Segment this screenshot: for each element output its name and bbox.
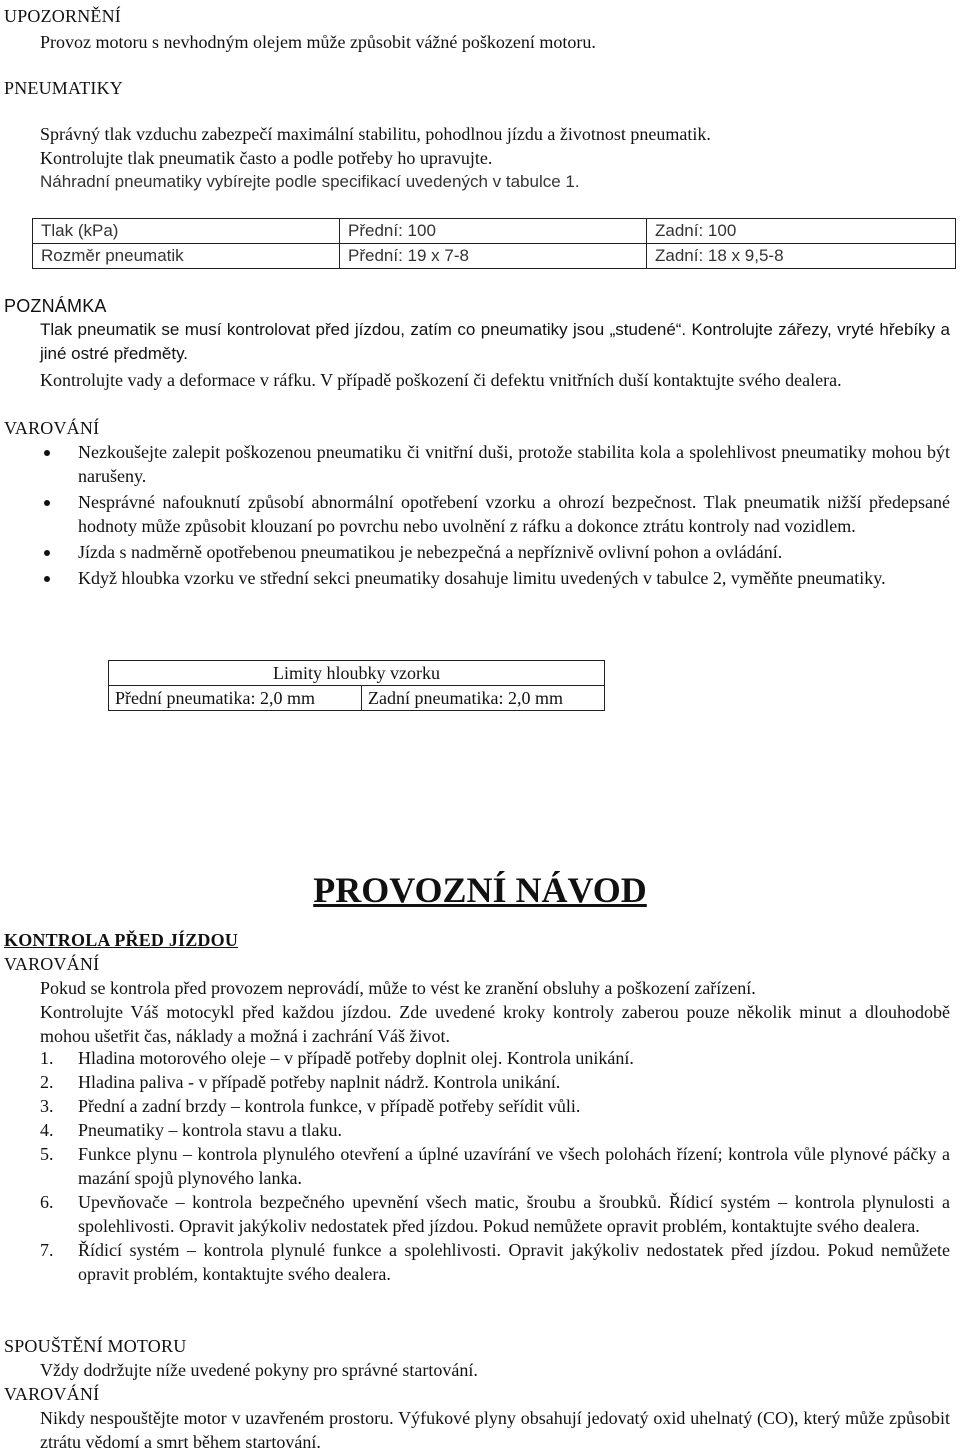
kontrola-warning-heading: VAROVÁNÍ — [4, 954, 100, 974]
list-item — [40, 1070, 950, 1094]
pneumatiky-line-2: Kontrolujte tlak pneumatik často a podle potřeby ho upravujte. — [40, 148, 493, 168]
list-item — [40, 1046, 950, 1070]
bullet-icon — [44, 500, 50, 506]
table-cell: Přední: 19 x 7-8 — [340, 244, 647, 269]
tire-spec-table — [32, 218, 956, 269]
list-item-text: Nezkoušejte zalepit poškozenou pneumatiku či vnitřní duši, protože stabilita kola a spolehlivost pneumatiky mohou být narušeny. — [78, 442, 950, 486]
pneumatiky-heading: PNEUMATIKY — [4, 78, 123, 98]
pneumatiky-line-1: Správný tlak vzduchu zabezpečí maximální stabilitu, pohodlnou jízdu a životnost pneumatik. — [40, 124, 711, 144]
list-item — [40, 1142, 950, 1190]
list-item — [40, 566, 950, 590]
poznamka-heading: POZNÁMKA — [4, 296, 107, 316]
manual-title-text: PROVOZNÍ NÁVOD — [313, 870, 647, 910]
list-item — [40, 1094, 950, 1118]
list-item-text: Když hloubka vzorku ve střední sekci pneumatiky dosahuje limitu uvedených v tabulce 2, vyměňte pneumatiky. — [78, 568, 886, 588]
spousteni-warning-heading: VAROVÁNÍ — [4, 1384, 100, 1404]
upozorneni-text: Provoz motoru s nevhodným olejem může způsobit vážné poškození motoru. — [40, 32, 596, 52]
step-text: Funkce plynu – kontrola plynulého otevření a úplné uzavírání ve všech polohách řízení; kontrola vůle plynové páčky a mazání spojů plynového lanka. — [78, 1144, 950, 1188]
tread-depth-table — [108, 660, 605, 711]
kontrola-intro: Kontrolujte Váš motocykl před každou jízdou. Zde uvedené kroky kontroly zaberou pouze několik minut a dlouhodobě mohou ušetřit čas, náklady a možná i zachrání Váš život. — [40, 1002, 950, 1046]
bullet-icon — [44, 450, 50, 456]
bullet-icon — [44, 576, 50, 582]
pneumatiky-line-3: Náhradní pneumatiky vybírejte podle specifikací uvedených v tabulce 1. — [40, 172, 580, 191]
step-number: 3. — [40, 1096, 54, 1116]
bullet-icon — [44, 550, 50, 556]
varovani-heading: VAROVÁNÍ — [4, 418, 100, 438]
manual-title — [0, 870, 960, 910]
check-steps-list — [40, 1046, 950, 1286]
step-text: Hladina motorového oleje – v případě potřeby doplnit olej. Kontrola unikání. — [78, 1048, 634, 1068]
list-item — [40, 490, 950, 538]
table-row — [109, 686, 605, 711]
step-number: 2. — [40, 1072, 54, 1092]
kontrola-heading: KONTROLA PŘED JÍZDOU — [4, 930, 239, 950]
list-item — [40, 1118, 950, 1142]
step-number: 7. — [40, 1240, 54, 1260]
step-text: Upevňovače – kontrola bezpečného upevnění všech matic, šroubu a šroubků. Řídicí systém – kontrola plynulosti a spolehlivosti. Opravit jakýkoliv nedostatek před jízdou. Pokud nemůžete opravit problém, kontaktujte svého dealera. — [78, 1192, 950, 1236]
step-text: Hladina paliva - v případě potřeby naplnit nádrž. Kontrola unikání. — [78, 1072, 561, 1092]
table-header-cell: Limity hloubky vzorku — [109, 661, 605, 686]
poznamka-text-1: Tlak pneumatik se musí kontrolovat před jízdou, zatím co pneumatiky jsou „studené“. Kontrolujte zářezy, vryté hřebíky a jiné ostré předměty. — [40, 320, 950, 363]
table-cell: Tlak (kPa) — [33, 219, 340, 244]
step-number: 5. — [40, 1144, 54, 1164]
upozorneni-heading: UPOZORNĚNÍ — [4, 6, 121, 26]
table-row — [33, 219, 956, 244]
table-row — [33, 244, 956, 269]
table-cell: Zadní pneumatika: 2,0 mm — [362, 686, 605, 711]
spousteni-warning-text: Nikdy nespouštějte motor v uzavřeném prostoru. Výfukové plyny obsahují jedovatý oxid uhelnatý (CO), který může způsobit ztrátu vědomí a smrt během startování. — [40, 1408, 950, 1452]
step-number: 1. — [40, 1048, 54, 1068]
warning-list — [40, 440, 950, 592]
table-row — [109, 661, 605, 686]
kontrola-warning-text: Pokud se kontrola před provozem neprovádí, může to vést ke zranění obsluhy a poškození zařízení. — [40, 978, 756, 998]
step-number: 4. — [40, 1120, 54, 1140]
list-item-text: Nesprávné nafouknutí způsobí abnormální opotřebení vzorku a ohrozí bezpečnost. Tlak pneumatik nižší předepsané hodnoty může způsobit klouzaní po povrchu nebo uvolnění z ráfku a dokonce ztrátu kontroly nad vozidlem. — [78, 492, 950, 536]
list-item — [40, 440, 950, 488]
table-cell: Přední: 100 — [340, 219, 647, 244]
step-text: Přední a zadní brzdy – kontrola funkce, v případě potřeby seřídit vůli. — [78, 1096, 581, 1116]
list-item — [40, 1238, 950, 1286]
spousteni-text: Vždy dodržujte níže uvedené pokyny pro správné startování. — [40, 1360, 478, 1380]
table-cell: Zadní: 18 x 9,5-8 — [647, 244, 956, 269]
step-number: 6. — [40, 1192, 54, 1212]
table-cell: Zadní: 100 — [647, 219, 956, 244]
poznamka-text-2: Kontrolujte vady a deformace v ráfku. V případě poškození či defektu vnitřních duší kontaktujte svého dealera. — [40, 370, 842, 390]
spousteni-heading: SPOUŠTĚNÍ MOTORU — [4, 1336, 187, 1356]
list-item — [40, 1190, 950, 1238]
pneumatiky-text — [40, 122, 950, 194]
step-text: Pneumatiky – kontrola stavu a tlaku. — [78, 1120, 342, 1140]
table-cell: Rozměr pneumatik — [33, 244, 340, 269]
step-text: Řídicí systém – kontrola plynulé funkce a spolehlivosti. Opravit jakýkoliv nedostatek před jízdou. Pokud nemůžete opravit problém, kontaktujte svého dealera. — [78, 1240, 950, 1284]
table-cell: Přední pneumatika: 2,0 mm — [109, 686, 362, 711]
list-item-text: Jízda s nadměrně opotřebenou pneumatikou je nebezpečná a nepříznivě ovlivní pohon a ovládání. — [78, 542, 783, 562]
list-item — [40, 540, 950, 564]
